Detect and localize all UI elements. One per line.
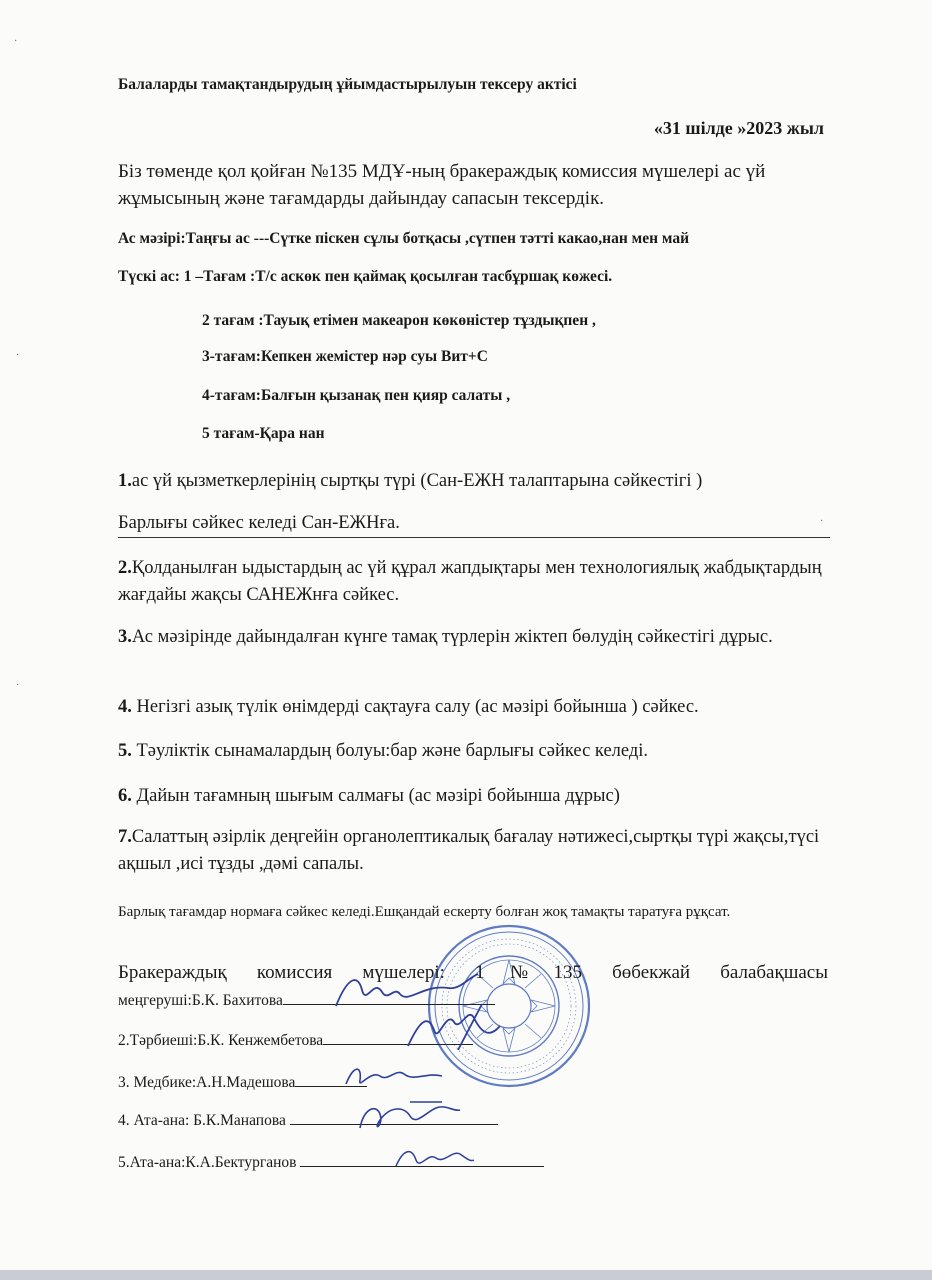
handwritten-signature-icon [350,1098,470,1142]
check-item-1 [118,468,838,495]
check-item-text: Қолданылған ыдыстардың ас үй құрал жапдықтары мен технологиялық жабдықтардың жағдайы жақсы САНЕЖнға сәйкес. [118,558,822,605]
check-item-text: Дайын тағамның шығым салмағы (ас мәзірі бойынша дұрыс) [131,786,620,806]
handwritten-signature-icon [388,1140,478,1176]
check-item-number: 1. [118,471,132,491]
menu-dish-4: 4-тағам:Балғын қызанақ пен қияр салаты , [202,387,511,404]
check-item-number: 5. [118,741,132,761]
check-item-2 [118,555,838,609]
signer-5 [118,1152,544,1172]
signer-number: 5. [118,1154,130,1171]
check-item-text: Негізгі азық түлік өнімдерді сақтауға салу (ас мәзірі бойынша ) сәйкес. [131,697,699,717]
handwritten-signature-icon [398,1000,518,1056]
document-date: «31 шілде »2023 жыл [653,118,824,138]
signer-label: Тәрбиеші:Б.К. Кенжембетова [129,1032,324,1049]
scan-mark: · [16,350,20,361]
signer-label: Ата-ана: Б.К.Манапова [129,1112,290,1129]
scan-mark: · [16,680,20,691]
signer-3 [118,1072,367,1092]
check-item-number: 7. [118,827,132,847]
menu-dish-3: 3-тағам:Кепкен жемістер нәр суы Вит+С [202,348,488,365]
menu-dish-2: 2 тағам :Тауық етімен макеарон көкөністер тұздықпен , [202,312,596,329]
check-item-number: 6. [118,786,132,806]
conclusion-note: Барлық тағамдар нормаға сәйкес келеді.Ешқандай ескерту болған жоқ тамақты таратуға рұқсат. [118,904,731,920]
check-item-4 [118,694,838,721]
document-title: Балаларды тамақтандырудың ұйымдастырылуын тексеру актісі [118,76,577,93]
signer-label: Медбике:А.Н.Мадешова [129,1074,296,1091]
signer-label: меңгеруші:Б.К. Бахитова [118,992,283,1009]
scan-mark: · [820,516,824,527]
signer-number: 3. [118,1074,130,1091]
menu-lunch: Түскі ас: 1 –Тағам :Т/с аскөк пен қаймақ қосылған тасбұршақ көжесі. [118,268,613,285]
divider-line [118,537,830,538]
signer-number: 4. [118,1112,130,1129]
check-item-text: ас үй қызметкерлерінің сыртқы түрі (Сан-ЕЖН талаптарына сәйкестігі ) [131,471,703,491]
scan-mark: · [14,36,18,47]
check-item-5 [118,738,838,765]
check-item-number: 4. [118,697,132,717]
signer-number: 2. [118,1032,130,1049]
commission-line: Бракераждық комиссия мүшелері: 1№135 бөбекжай балабақшасы [118,962,828,983]
check-item-number: 2. [118,558,132,578]
signer-label: Ата-ана:К.А.Бектурганов [129,1154,301,1171]
check-item-number: 3. [118,627,132,647]
check-item-6 [118,783,838,810]
check-item-1-answer: Барлығы сәйкес келеді Сан-ЕЖНға. [118,513,400,533]
scan-bottom-edge [0,1270,932,1280]
check-item-text: Салаттың әзірлік деңгейін органолептикалық бағалау нәтижесі,сыртқы түрі жақсы,түсі ақшыл ,исі тұзды ,дәмі сапалы. [118,827,820,874]
check-item-3 [118,624,838,651]
intro-paragraph: Біз төменде қол қойған №135 МДҰ-ның бракераждық комиссия мүшелері ас үй жұмысының және тағамдарды дайындау сапасын тексердік. [118,161,766,209]
handwritten-signature-icon [340,1058,450,1094]
check-item-text: Ас мәзірінде дайындалған күнге тамақ түрлерін жіктеп бөлудің сәйкестігі дұрыс. [131,627,773,647]
menu-dish-5: 5 тағам-Қара нан [202,425,325,442]
menu-breakfast: Ас мәзірі:Таңғы ас ---Сүтке піскен сұлы ботқасы ,сүтпен тәтті какао,нан мен май [118,230,690,247]
check-item-text: Тәуліктік сынамалардың болуы:бар және барлығы сәйкес келеді. [131,741,649,761]
check-item-7 [118,824,838,878]
